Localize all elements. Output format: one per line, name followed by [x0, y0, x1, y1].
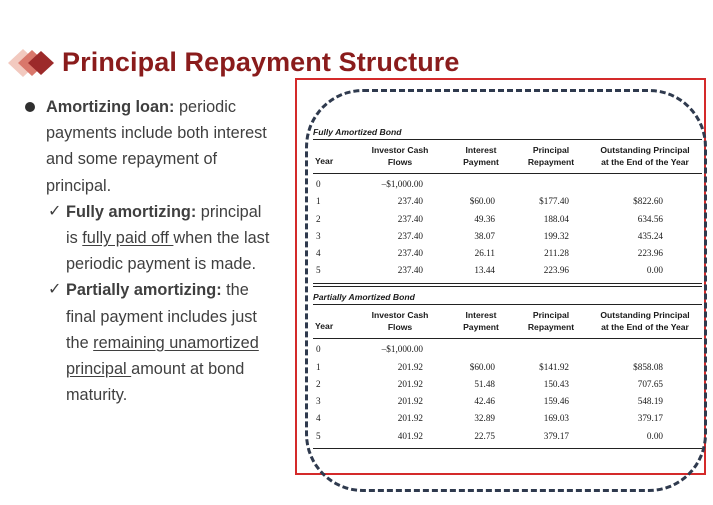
cell-cash-flow: 237.40	[397, 265, 423, 276]
term-amortizing: Amortizing loan:	[46, 98, 175, 116]
cell-principal: 379.17	[543, 430, 569, 441]
term-partially: Partially amortizing:	[66, 281, 222, 300]
cell-principal: 188.04	[543, 213, 569, 224]
cell-interest: 49.36	[474, 213, 495, 224]
cell-year: 3	[316, 230, 321, 241]
cell-interest: 32.89	[474, 413, 495, 424]
diamonds-icon	[6, 46, 58, 80]
cell-year: 3	[316, 396, 321, 407]
cell-outstanding: 435.24	[637, 230, 663, 241]
cell-interest: 26.11	[474, 248, 495, 259]
cell-cash-flow: –$1,000.00	[381, 179, 423, 189]
term-fully: Fully amortizing:	[66, 202, 197, 221]
cell-outstanding: 0.00	[646, 265, 663, 276]
cell-year: 2	[316, 378, 321, 389]
cell-cash-flow: 237.40	[397, 196, 423, 207]
table-row	[313, 341, 702, 358]
cell-interest: 13.44	[474, 265, 495, 276]
cell-interest: 42.46	[474, 396, 495, 407]
cell-outstanding: 634.56	[637, 213, 663, 224]
cell-outstanding: 223.96	[637, 248, 663, 259]
cell-principal: 150.43	[543, 378, 569, 389]
cell-cash-flow: 401.92	[397, 430, 423, 441]
cell-year: 1	[316, 361, 321, 372]
cell-outstanding: 707.65	[637, 378, 663, 389]
table-row	[313, 262, 702, 279]
fully-table-header: Year Investor Cash Flows Interest Payment Principal Repayment Outstanding Principal at the End of the Year	[315, 145, 690, 167]
page-title: Principal Repayment Structure	[62, 47, 460, 77]
cell-year: 5	[316, 265, 321, 276]
bullet-list	[22, 94, 302, 408]
cell-cash-flow: –$1,000.00	[381, 344, 423, 355]
cell-outstanding: 379.17	[637, 413, 663, 424]
cell-interest: $60.00	[469, 196, 495, 207]
cell-interest: $60.00	[469, 361, 495, 372]
table-row	[313, 359, 702, 376]
table-row	[313, 193, 702, 210]
table-row	[313, 245, 702, 262]
table-row	[313, 211, 702, 228]
bullet-dot-icon	[25, 102, 35, 112]
table-row	[313, 428, 702, 445]
fully-table-body	[313, 176, 702, 280]
bullet-amortizing: Amortizing loan: periodic payments include both interest and some repayment of principal.	[22, 94, 302, 199]
table-row	[313, 228, 702, 245]
cell-principal: 199.32	[543, 230, 569, 241]
cell-cash-flow: 201.92	[397, 378, 423, 389]
bullet-fully-amortizing: ✓ Fully amortizing: principal is fully paid off when the last periodic payment is made.	[22, 199, 302, 278]
partial-table-body	[313, 341, 702, 445]
cell-cash-flow: 237.40	[397, 230, 423, 241]
cell-principal: $177.40	[539, 196, 569, 207]
cell-year: 0	[316, 344, 321, 355]
cell-principal: 169.03	[543, 413, 569, 424]
cell-principal: 211.28	[544, 248, 569, 259]
table-row	[313, 410, 702, 427]
cell-year: 1	[316, 196, 321, 207]
cell-cash-flow: 201.92	[397, 396, 423, 407]
checkmark-icon: ✓	[48, 202, 62, 220]
cell-year: 4	[316, 413, 321, 424]
partial-table-title: Partially Amortized Bond	[313, 292, 415, 303]
table-row	[313, 176, 702, 193]
bullet-partially-amortizing: ✓ Partially amortizing: the final payment includes just the remaining unamortized principal amount at bond maturity.	[22, 277, 302, 408]
cell-cash-flow: 201.92	[397, 361, 423, 372]
cell-outstanding: $822.60	[633, 196, 663, 207]
cell-interest: 51.48	[474, 378, 495, 389]
checkmark-icon: ✓	[48, 281, 62, 299]
cell-year: 4	[316, 248, 321, 259]
cell-principal: 159.46	[543, 396, 569, 407]
partial-table-header: Year Investor Cash Flows Interest Payment Principal Repayment Outstanding Principal at the End of the Year	[315, 310, 690, 333]
cell-outstanding: $858.08	[633, 361, 663, 372]
cell-interest: 38.07	[474, 230, 495, 241]
cell-year: 0	[316, 179, 321, 189]
cell-principal: 223.96	[543, 265, 569, 276]
cell-outstanding: 0.00	[646, 430, 663, 441]
cell-principal: $141.92	[539, 361, 569, 372]
cell-year: 5	[316, 430, 321, 441]
table-row	[313, 376, 702, 393]
cell-year: 2	[316, 213, 321, 224]
cell-outstanding: 548.19	[637, 396, 663, 407]
fully-table-title: Fully Amortized Bond	[313, 127, 402, 137]
cell-cash-flow: 201.92	[397, 413, 423, 424]
cell-cash-flow: 237.40	[397, 248, 423, 259]
cell-interest: 22.75	[474, 430, 495, 441]
cell-cash-flow: 237.40	[397, 213, 423, 224]
table-row	[313, 393, 702, 410]
tables-panel	[313, 126, 702, 449]
